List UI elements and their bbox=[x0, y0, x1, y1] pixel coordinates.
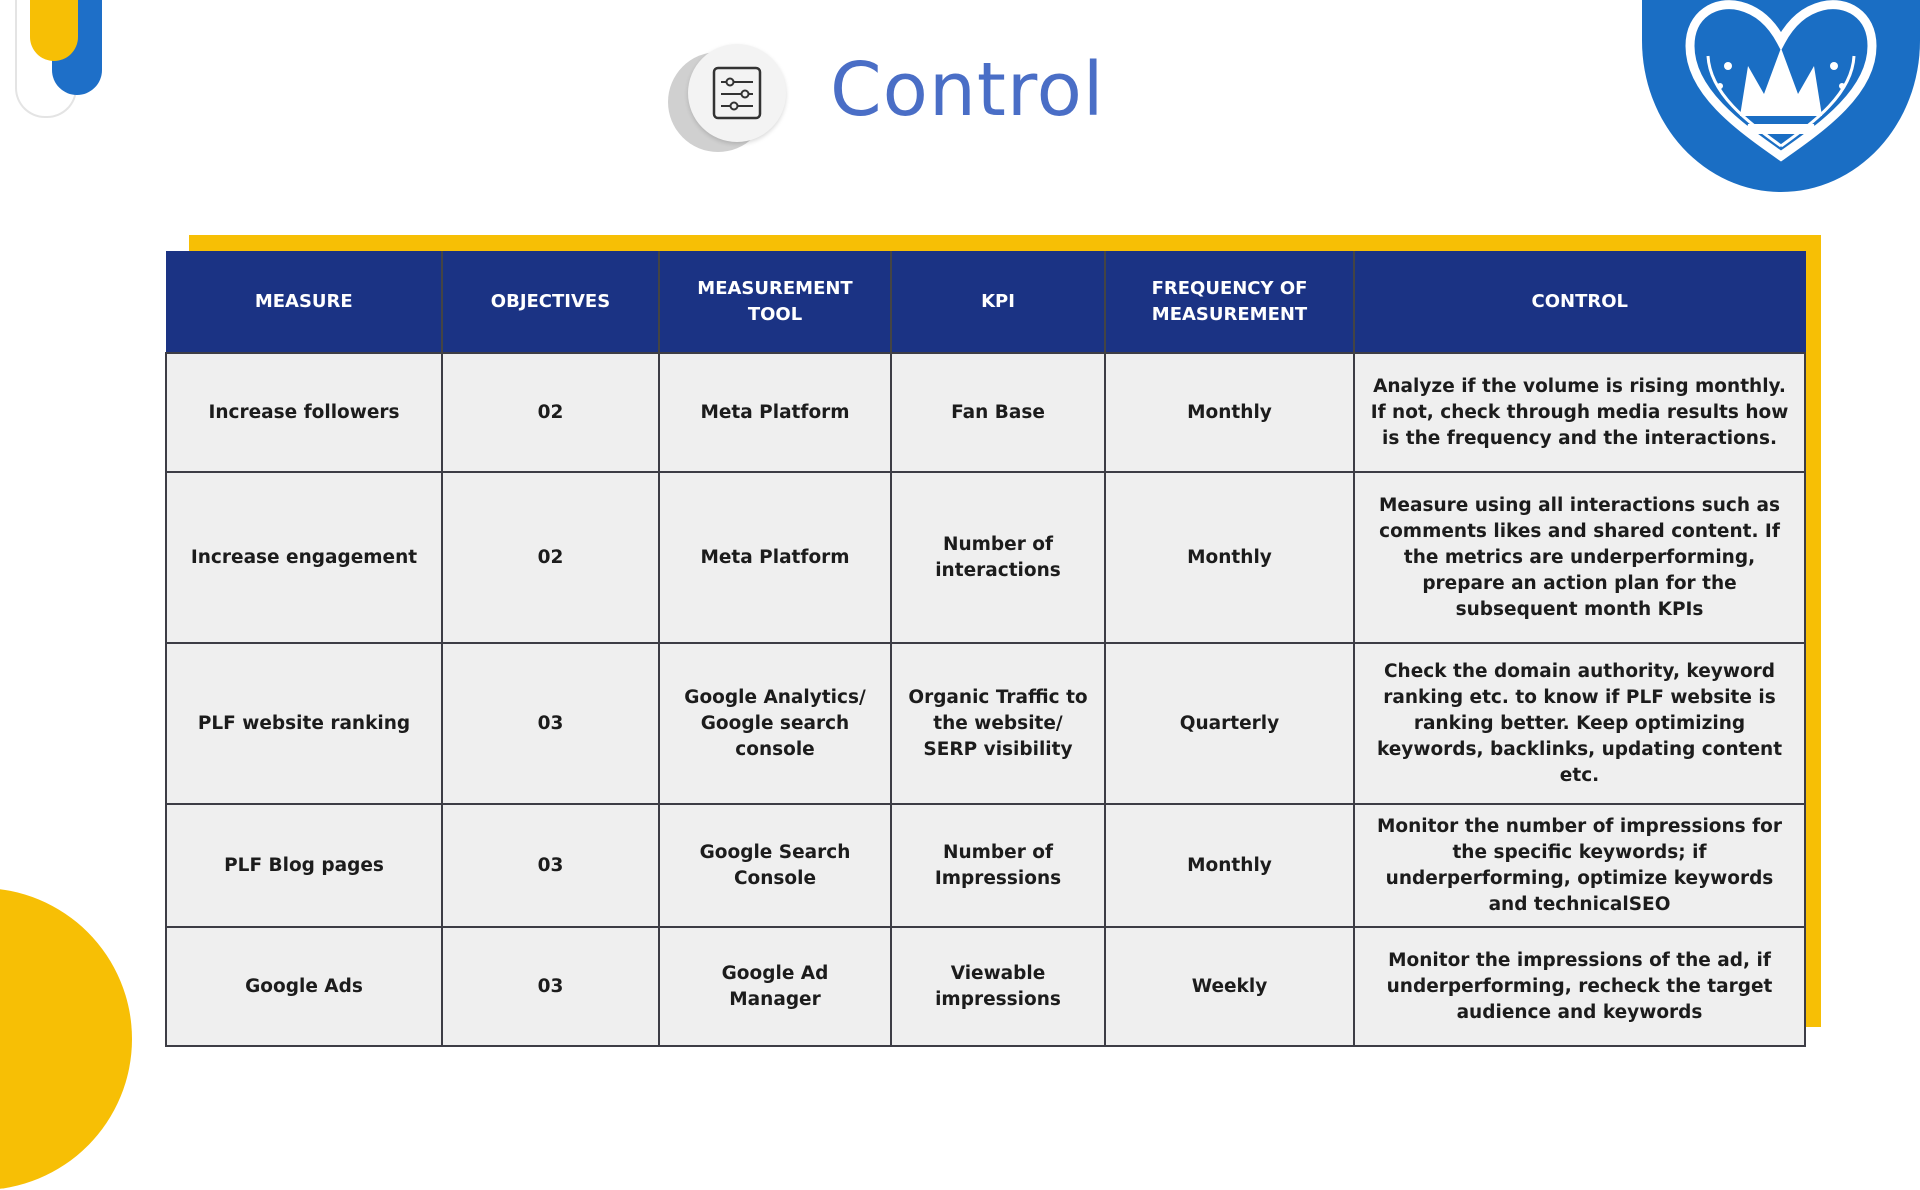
control-table bbox=[165, 251, 1806, 1047]
header-kpi: KPI bbox=[891, 252, 1105, 354]
header-measurement-tool: MEASUREMENT TOOL bbox=[659, 252, 891, 354]
cell-control: Monitor the number of impressions for the specific keywords; if underperforming, optimize keywords and technicalSEO bbox=[1354, 804, 1805, 927]
cell-kpi: Number of interactions bbox=[891, 472, 1105, 643]
cell-measure: Increase engagement bbox=[166, 472, 442, 643]
cell-objectives: 03 bbox=[442, 643, 659, 804]
cell-measure: PLF website ranking bbox=[166, 643, 442, 804]
cell-kpi: Fan Base bbox=[891, 353, 1105, 472]
cell-tool: Meta Platform bbox=[659, 472, 891, 643]
corner-decoration-yellow bbox=[30, 0, 78, 61]
cell-control: Check the domain authority, keyword ranking etc. to know if PLF website is ranking better. Keep optimizing keywords, backlinks, updating content etc. bbox=[1354, 643, 1805, 804]
cell-control: Measure using all interactions such as comments likes and shared content. If the metrics are underperforming, prepare an action plan for the subsequent month KPIs bbox=[1354, 472, 1805, 643]
cell-measure: PLF Blog pages bbox=[166, 804, 442, 927]
cell-control: Analyze if the volume is rising monthly. If not, check through media results how is the frequency and the interactions. bbox=[1354, 353, 1805, 472]
cell-kpi: Organic Traffic to the website/ SERP visibility bbox=[891, 643, 1105, 804]
cell-tool: Google Ad Manager bbox=[659, 927, 891, 1046]
cell-frequency: Monthly bbox=[1105, 472, 1354, 643]
cell-frequency: Monthly bbox=[1105, 804, 1354, 927]
cell-measure: Increase followers bbox=[166, 353, 442, 472]
header-objectives: OBJECTIVES bbox=[442, 252, 659, 354]
cell-tool: Meta Platform bbox=[659, 353, 891, 472]
cell-frequency: Monthly bbox=[1105, 353, 1354, 472]
table-header-row bbox=[166, 252, 1805, 354]
corner-decoration-circle bbox=[0, 888, 132, 1190]
table-row bbox=[166, 927, 1805, 1046]
header-frequency: FREQUENCY OF MEASUREMENT bbox=[1105, 252, 1354, 354]
cell-frequency: Quarterly bbox=[1105, 643, 1354, 804]
cell-objectives: 02 bbox=[442, 353, 659, 472]
crown-heart-logo bbox=[1668, 0, 1894, 172]
sliders-settings-icon bbox=[688, 44, 786, 142]
cell-frequency: Weekly bbox=[1105, 927, 1354, 1046]
table-row bbox=[166, 472, 1805, 643]
page-title: Control bbox=[830, 47, 1105, 133]
cell-measure: Google Ads bbox=[166, 927, 442, 1046]
table-row bbox=[166, 804, 1805, 927]
cell-objectives: 03 bbox=[442, 804, 659, 927]
table-row bbox=[166, 353, 1805, 472]
cell-kpi: Number of Impressions bbox=[891, 804, 1105, 927]
cell-objectives: 02 bbox=[442, 472, 659, 643]
cell-tool: Google Search Console bbox=[659, 804, 891, 927]
header-control: CONTROL bbox=[1354, 252, 1805, 354]
header-measure: MEASURE bbox=[166, 252, 442, 354]
cell-control: Monitor the impressions of the ad, if underperforming, recheck the target audience and keywords bbox=[1354, 927, 1805, 1046]
table-row bbox=[166, 643, 1805, 804]
cell-kpi: Viewable impressions bbox=[891, 927, 1105, 1046]
cell-tool: Google Analytics/ Google search console bbox=[659, 643, 891, 804]
cell-objectives: 03 bbox=[442, 927, 659, 1046]
